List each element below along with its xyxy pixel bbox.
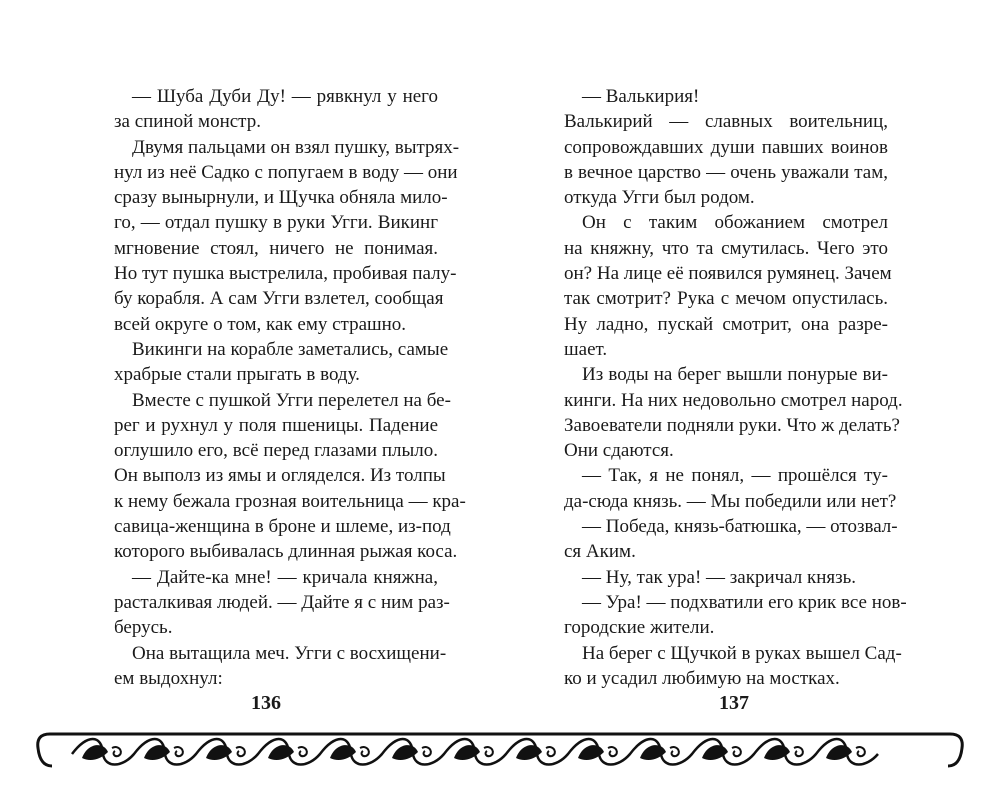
text-line: Валькирий — славных воительниц, xyxy=(564,111,888,133)
text-line: всей округе о том, как ему страшно. xyxy=(114,313,407,335)
text-line: откуда Угги был родом. xyxy=(564,187,755,209)
leaf-scroll-border-ornament xyxy=(32,720,968,780)
text-line: го, — отдал пушку в руки Угги. Викинг xyxy=(114,212,438,234)
right-page-text xyxy=(564,84,907,691)
text-line: — Валькирия! xyxy=(582,86,700,107)
text-line: Она вытащила меч. Угги с восхищени- xyxy=(132,642,447,664)
text-line: сопровождавших души павших воинов xyxy=(564,136,888,158)
ornament-curl xyxy=(794,747,803,756)
ornament-curl xyxy=(298,747,307,756)
text-line: — Дайте-ка мне! — кричала княжна, xyxy=(132,566,438,588)
text-line: Завоеватели подняли руки. Что ж делать? xyxy=(564,414,900,436)
text-line: Из воды на берег вышли понурые ви- xyxy=(582,364,888,386)
text-line: Вместе с пушкой Угги перелетел на бе- xyxy=(132,389,451,411)
text-line: городские жители. xyxy=(564,617,715,639)
ornament-curl xyxy=(112,747,121,756)
text-line: мгновение стоял, ничего не понимая. xyxy=(114,237,438,259)
text-line: ко и усадил любимую на мостках. xyxy=(564,667,840,689)
text-line: за спиной монстр. xyxy=(114,111,261,133)
text-line: Викинги на корабле заметались, самые xyxy=(132,338,449,360)
text-line: ем выдохнул: xyxy=(114,667,223,689)
text-line: — Победа, князь-батюшка, — отозвал- xyxy=(582,516,898,538)
text-line: Он выполз из ямы и огляделся. Из толпы xyxy=(114,465,446,487)
text-line: — Шуба Дуби Ду! — рявкнул у него xyxy=(132,86,438,107)
text-line: берусь. xyxy=(114,617,173,639)
page-number-left: 136 xyxy=(251,692,281,714)
text-line: он? На лице её появился румянец. Зачем xyxy=(564,263,892,285)
text-line: бу корабля. А сам Угги взлетел, сообщая xyxy=(114,288,444,310)
text-line: которого выбивалась длинная рыжая коса. xyxy=(114,541,458,563)
ornament-curl xyxy=(670,747,679,756)
ornament-curl xyxy=(174,747,183,756)
ornament-curl xyxy=(546,747,555,756)
text-line: Он с таким обожанием смотрел xyxy=(582,212,888,234)
ornament-curl xyxy=(422,747,431,756)
text-line: Ну ладно, пускай смотрит, она разре- xyxy=(564,313,888,335)
text-line: — Так, я не понял, — прошёлся ту- xyxy=(582,465,888,487)
text-line: да-сюда князь. — Мы победили или нет? xyxy=(564,490,897,512)
text-line: к нему бежала грозная воительница — кра- xyxy=(114,490,466,512)
ornament-curl xyxy=(360,747,369,756)
left-page-text xyxy=(114,84,466,691)
text-line: сразу вынырнули, и Щучка обняла мило- xyxy=(114,187,448,209)
text-line: — Ну, так ура! — закричал князь. xyxy=(582,566,857,588)
text-line: рег и рухнул у поля пшеницы. Падение xyxy=(114,414,438,436)
text-line: На берег с Щучкой в руках вышел Сад- xyxy=(582,642,902,664)
text-line: расталкивая людей. — Дайте я с ним раз- xyxy=(114,591,450,613)
ornament-curl xyxy=(856,747,865,756)
ornament-curl xyxy=(236,747,245,756)
ornament-curl xyxy=(484,747,493,756)
page-number-right: 137 xyxy=(719,692,749,714)
text-line: так смотрит? Рука с мечом опустилась. xyxy=(564,288,888,310)
text-line: кинги. На них недовольно смотрел народ. xyxy=(564,389,903,411)
text-line: — Ура! — подхватили его крик все нов- xyxy=(582,591,907,613)
text-line: ся Аким. xyxy=(564,541,636,563)
text-line: Но тут пушка выстрелила, пробивая палу- xyxy=(114,263,457,285)
text-line: оглушило его, всё перед глазами плыло. xyxy=(114,440,438,462)
text-line: нул из неё Садко с попугаем в воду — они xyxy=(114,161,458,183)
text-line: шает. xyxy=(564,338,608,360)
text-line: на княжну, что та смутилась. Чего это xyxy=(564,237,888,259)
ornament-curl xyxy=(732,747,741,756)
text-line: храбрые стали прыгать в воду. xyxy=(114,364,360,386)
text-line: в вечное царство — очень уважали там, xyxy=(564,161,888,183)
ornament-curl xyxy=(608,747,617,756)
text-line: савица-женщина в броне и шлеме, из-под xyxy=(114,516,451,538)
text-line: Двумя пальцами он взял пушку, вытрях- xyxy=(132,136,460,158)
text-line: Они сдаются. xyxy=(564,440,674,462)
